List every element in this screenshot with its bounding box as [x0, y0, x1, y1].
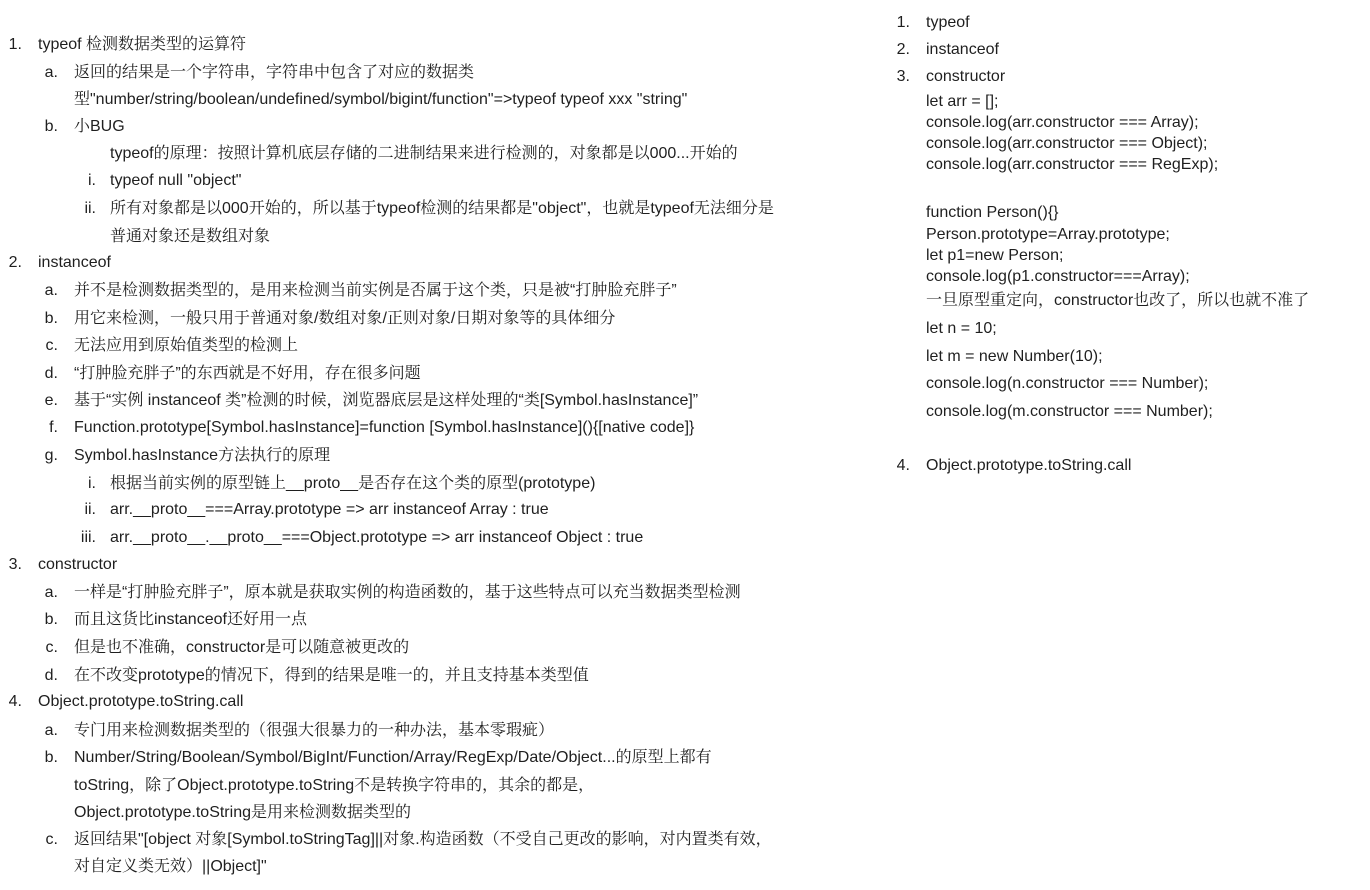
list-item-text: 一样是“打肿脸充胖子”，原本就是获取实例的构造函数的，基于这些特点可以充当数据类型检测 — [74, 584, 741, 601]
list-roman: i. — [88, 172, 96, 189]
list-item-text: arr.__proto__===Array.prototype => arr instanceof Array : true — [110, 501, 549, 518]
list-letter: a. — [44, 722, 58, 739]
list-letter: e. — [44, 392, 58, 409]
list-letter: b. — [44, 611, 58, 628]
section-title-instanceof: instanceof — [38, 254, 111, 271]
list-item-text: 根据当前实例的原型链上__proto__是否存在这个类的原型(prototype) — [110, 475, 596, 492]
list-number: 4. — [896, 457, 910, 474]
list-item-text: arr.__proto__.__proto__===Object.prototype => arr instanceof Object : true — [110, 529, 644, 546]
list-item-text: toString，除了Object.prototype.toString不是转换字符串的，其余的都是， — [74, 777, 595, 794]
list-item-text: Symbol.hasInstance方法执行的原理 — [74, 447, 331, 464]
list-item-text: Number/String/Boolean/Symbol/BigInt/Function/Array/RegExp/Date/Object...的原型上都有 — [74, 749, 712, 766]
list-item-text: constructor — [926, 68, 1006, 85]
list-number: 2. — [8, 254, 22, 271]
list-item-text: Object.prototype.toString是用来检测数据类型的 — [74, 804, 411, 821]
list-number: 1. — [8, 36, 22, 53]
list-letter: b. — [44, 749, 58, 766]
list-number: 4. — [8, 693, 22, 710]
code-line: function Person(){} — [926, 204, 1059, 221]
list-item-text: 返回结果"[object 对象[Symbol.toStringTag]||对象.构造函数（不受自己更改的影响，对内置类有效， — [74, 831, 772, 848]
list-item-text: 普通对象还是数组对象 — [110, 228, 271, 245]
list-number: 3. — [8, 556, 22, 573]
list-letter: c. — [45, 831, 58, 848]
code-line: let p1=new Person; — [926, 247, 1064, 264]
list-letter: a. — [44, 584, 58, 601]
list-item-text: 用它来检测，一般只用于普通对象/数组对象/正则对象/日期对象等的具体细分 — [74, 310, 616, 327]
code-line: Person.prototype=Array.prototype; — [926, 226, 1170, 243]
list-number: 1. — [896, 14, 910, 31]
code-line: console.log(m.constructor === Number); — [926, 403, 1213, 420]
list-roman: ii. — [84, 501, 96, 518]
list-item-text: 在不改变prototype的情况下，得到的结果是唯一的，并且支持基本类型值 — [74, 667, 589, 684]
list-letter: d. — [44, 667, 58, 684]
code-line: let n = 10; — [926, 320, 997, 337]
list-item-text: Object.prototype.toString.call — [926, 457, 1132, 474]
list-number: 2. — [896, 41, 910, 58]
list-letter: a. — [44, 282, 58, 299]
code-line: console.log(arr.constructor === Array); — [926, 114, 1199, 131]
list-item-text: 返回的结果是一个字符串，字符串中包含了对应的数据类 — [74, 64, 475, 81]
code-line: let m = new Number(10); — [926, 348, 1103, 365]
code-line: console.log(arr.constructor === Object); — [926, 135, 1208, 152]
code-line: console.log(arr.constructor === RegExp); — [926, 156, 1219, 173]
note-line: 一旦原型重定向，constructor也改了，所以也就不准了 — [926, 292, 1310, 309]
code-line: console.log(n.constructor === Number); — [926, 375, 1209, 392]
list-letter: f. — [49, 419, 58, 436]
section-title-typeof: typeof 检测数据类型的运算符 — [38, 36, 247, 53]
list-roman: i. — [88, 475, 96, 492]
list-item-text: 专门用来检测数据类型的（很强大很暴力的一种办法，基本零瑕疵） — [74, 722, 555, 739]
list-item-text: 型"number/string/boolean/undefined/symbol/bigint/function"=>typeof typeof xxx "string" — [74, 91, 688, 108]
list-letter: a. — [44, 64, 58, 81]
list-item-text: 基于“实例 instanceof 类”检测的时候，浏览器底层是这样处理的“类[Symbol.hasInstance]” — [74, 392, 699, 409]
section-title-tostring: Object.prototype.toString.call — [38, 693, 244, 710]
list-item-text: 对自定义类无效）||Object]" — [74, 858, 267, 875]
list-item-text: 小BUG — [74, 118, 125, 135]
list-roman: ii. — [84, 200, 96, 217]
list-item-text: 无法应用到原始值类型的检测上 — [74, 337, 299, 354]
list-item-text: typeof — [926, 14, 970, 31]
list-letter: d. — [44, 365, 58, 382]
list-item-text: “打肿脸充胖子”的东西就是不好用，存在很多问题 — [74, 365, 421, 382]
list-letter: c. — [45, 337, 58, 354]
section-title-constructor: constructor — [38, 556, 118, 573]
list-item-text: 但是也不准确，constructor是可以随意被更改的 — [74, 639, 410, 656]
list-item-text: Function.prototype[Symbol.hasInstance]=function [Symbol.hasInstance](){[native code]} — [74, 419, 695, 436]
code-line: console.log(p1.constructor===Array); — [926, 268, 1190, 285]
list-letter: c. — [45, 639, 58, 656]
list-roman: iii. — [80, 529, 96, 546]
list-letter: b. — [44, 118, 58, 135]
list-item-text: 所有对象都是以000开始的，所以基于typeof检测的结果都是"object"，也就是typeof无法细分是 — [110, 200, 774, 217]
list-letter: b. — [44, 310, 58, 327]
list-item-text: typeof null "object" — [110, 172, 242, 189]
list-item-text: typeof的原理：按照计算机底层存储的二进制结果来进行检测的，对象都是以000...开始的 — [110, 145, 738, 162]
list-number: 3. — [896, 68, 910, 85]
list-item-text: 并不是检测数据类型的，是用来检测当前实例是否属于这个类，只是被“打肿脸充胖子” — [74, 282, 677, 299]
code-line: let arr = []; — [926, 93, 999, 110]
list-letter: g. — [44, 447, 58, 464]
list-item-text: instanceof — [926, 41, 999, 58]
list-item-text: 而且这货比instanceof还好用一点 — [74, 611, 307, 628]
